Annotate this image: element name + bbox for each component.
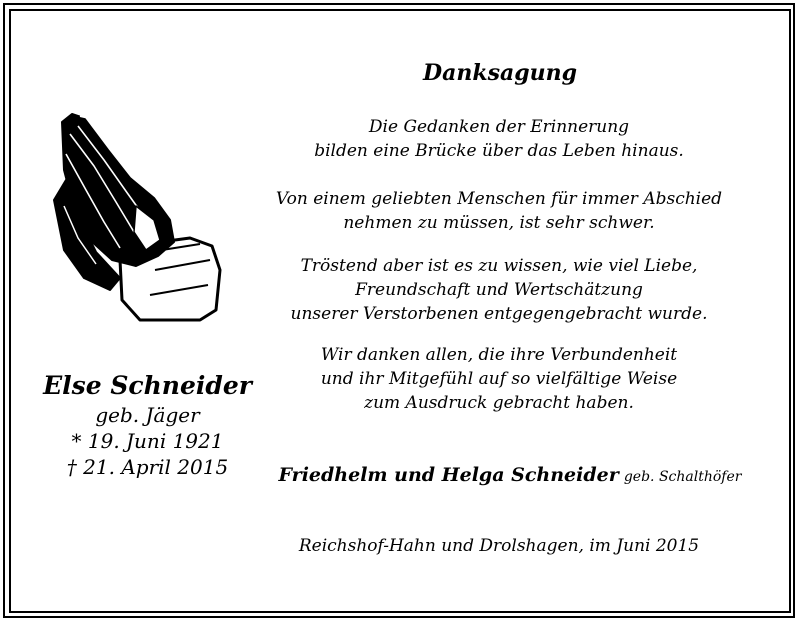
- verse-4: [268, 343, 730, 415]
- signature-names: Friedhelm und Helga Schneider: [278, 464, 619, 486]
- deceased-name: Else Schneider: [43, 371, 252, 400]
- verse-1: [268, 115, 730, 163]
- verse-line: Von einem geliebten Menschen für immer Abschied: [275, 189, 723, 209]
- verse-line: zum Ausdruck gebracht haben.: [364, 393, 634, 413]
- place-date: Reichshof-Hahn und Drolshagen, im Juni 2015: [298, 536, 700, 556]
- signature-note: geb. Schalthöfer: [623, 469, 742, 485]
- verse-line: nehmen zu müssen, ist sehr schwer.: [343, 213, 655, 233]
- birth-date: * 19. Juni 1921: [71, 429, 224, 453]
- verse-line: unserer Verstorbenen entgegengebracht wurde.: [290, 304, 708, 324]
- verse-2: [268, 187, 730, 235]
- deceased-block: [40, 370, 255, 480]
- heading-danksagung: Danksagung: [423, 60, 577, 86]
- verse-3: [268, 254, 730, 326]
- praying-hands-icon: [50, 110, 222, 322]
- verse-line: Freundschaft und Wertschätzung: [355, 280, 643, 300]
- signature: [260, 464, 760, 486]
- verse-line: Tröstend aber ist es zu wissen, wie viel Liebe,: [300, 256, 698, 276]
- death-date: † 21. April 2015: [66, 455, 229, 479]
- verse-line: bilden eine Brücke über das Leben hinaus.: [314, 141, 684, 161]
- verse-line: Wir danken allen, die ihre Verbundenheit: [320, 345, 678, 365]
- maiden-name: geb. Jäger: [95, 403, 200, 427]
- verse-line: Die Gedanken der Erinnerung: [368, 117, 630, 137]
- verse-line: und ihr Mitgefühl auf so vielfältige Weise: [320, 369, 678, 389]
